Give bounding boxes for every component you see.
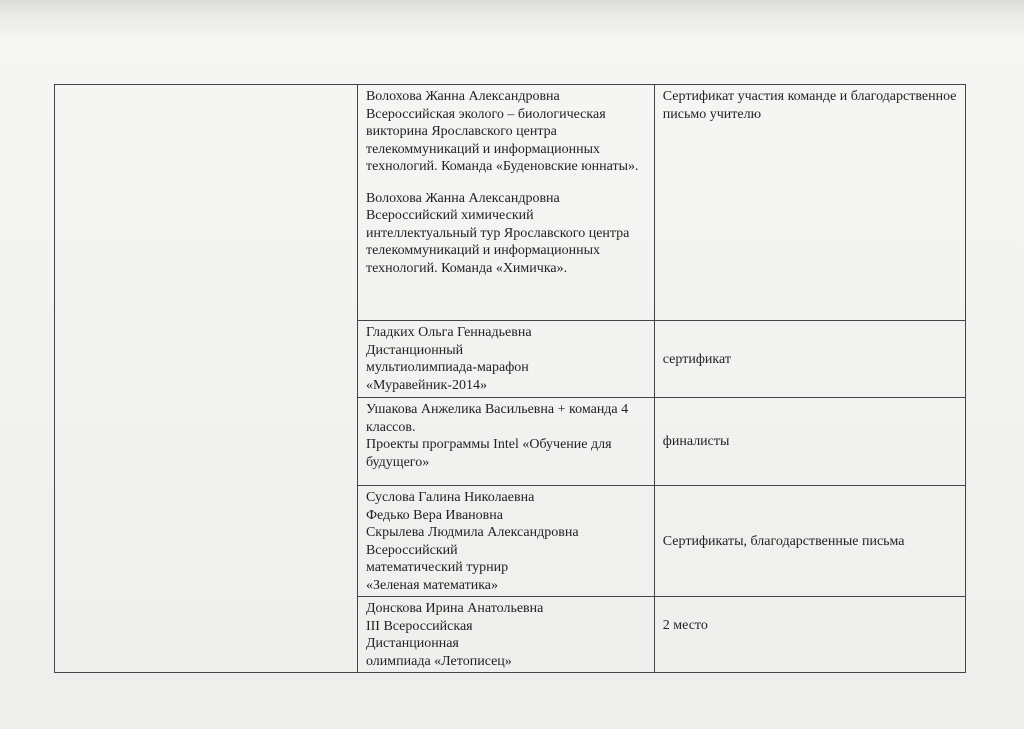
result-cell (654, 85, 965, 321)
participation-cell (357, 398, 654, 486)
entry-text: Донскова Ирина Анатольевна III Всероссийская Дистанционная олимпиада «Летописец» (365, 601, 544, 669)
participation-cell (357, 597, 654, 673)
result-text: Сертификаты, благодарственные письма (662, 533, 905, 549)
result-text: Сертификат участия команде и благодарственное письмо учителю (662, 89, 957, 122)
scan-shadow (0, 0, 1024, 36)
entry-text: Волохова Жанна Александровна Всероссийский химический интеллектуальный тур Ярославского центра телекоммуникаций и информационных технологий. Команда «Химичка». (365, 190, 630, 276)
result-cell (654, 486, 965, 597)
result-cell (654, 321, 965, 398)
entry-text: Волохова Жанна Александровна Всероссийская эколого – биологическая викторина Ярославского центра телекоммуникаций и информационных технологий. Команда «Буденовские юннаты». (365, 89, 639, 174)
participation-cell (357, 486, 654, 597)
participation-cell (357, 321, 654, 398)
table-row (55, 85, 966, 321)
achievements-table (54, 84, 966, 673)
entry-text: Суслова Галина Николаевна Федько Вера Ивановна Скрылева Людмила Александровна Всероссийский математический турнир «Зеленая математика» (365, 490, 579, 593)
entry-text: Ушакова Анжелика Васильевна + команда 4 классов. Проекты программы Intel «Обучение для будущего» (365, 402, 629, 470)
participation-cell (357, 85, 654, 321)
result-text: сертификат (662, 351, 731, 367)
result-cell (654, 597, 965, 673)
result-text: финалисты (662, 434, 730, 450)
result-text: 2 место (662, 618, 708, 633)
result-cell (654, 398, 965, 486)
empty-left-cell (55, 85, 358, 673)
entry-text: Гладких Ольга Геннадьевна Дистанционный мультиолимпиада-марафон «Муравейник-2014» (365, 325, 532, 393)
